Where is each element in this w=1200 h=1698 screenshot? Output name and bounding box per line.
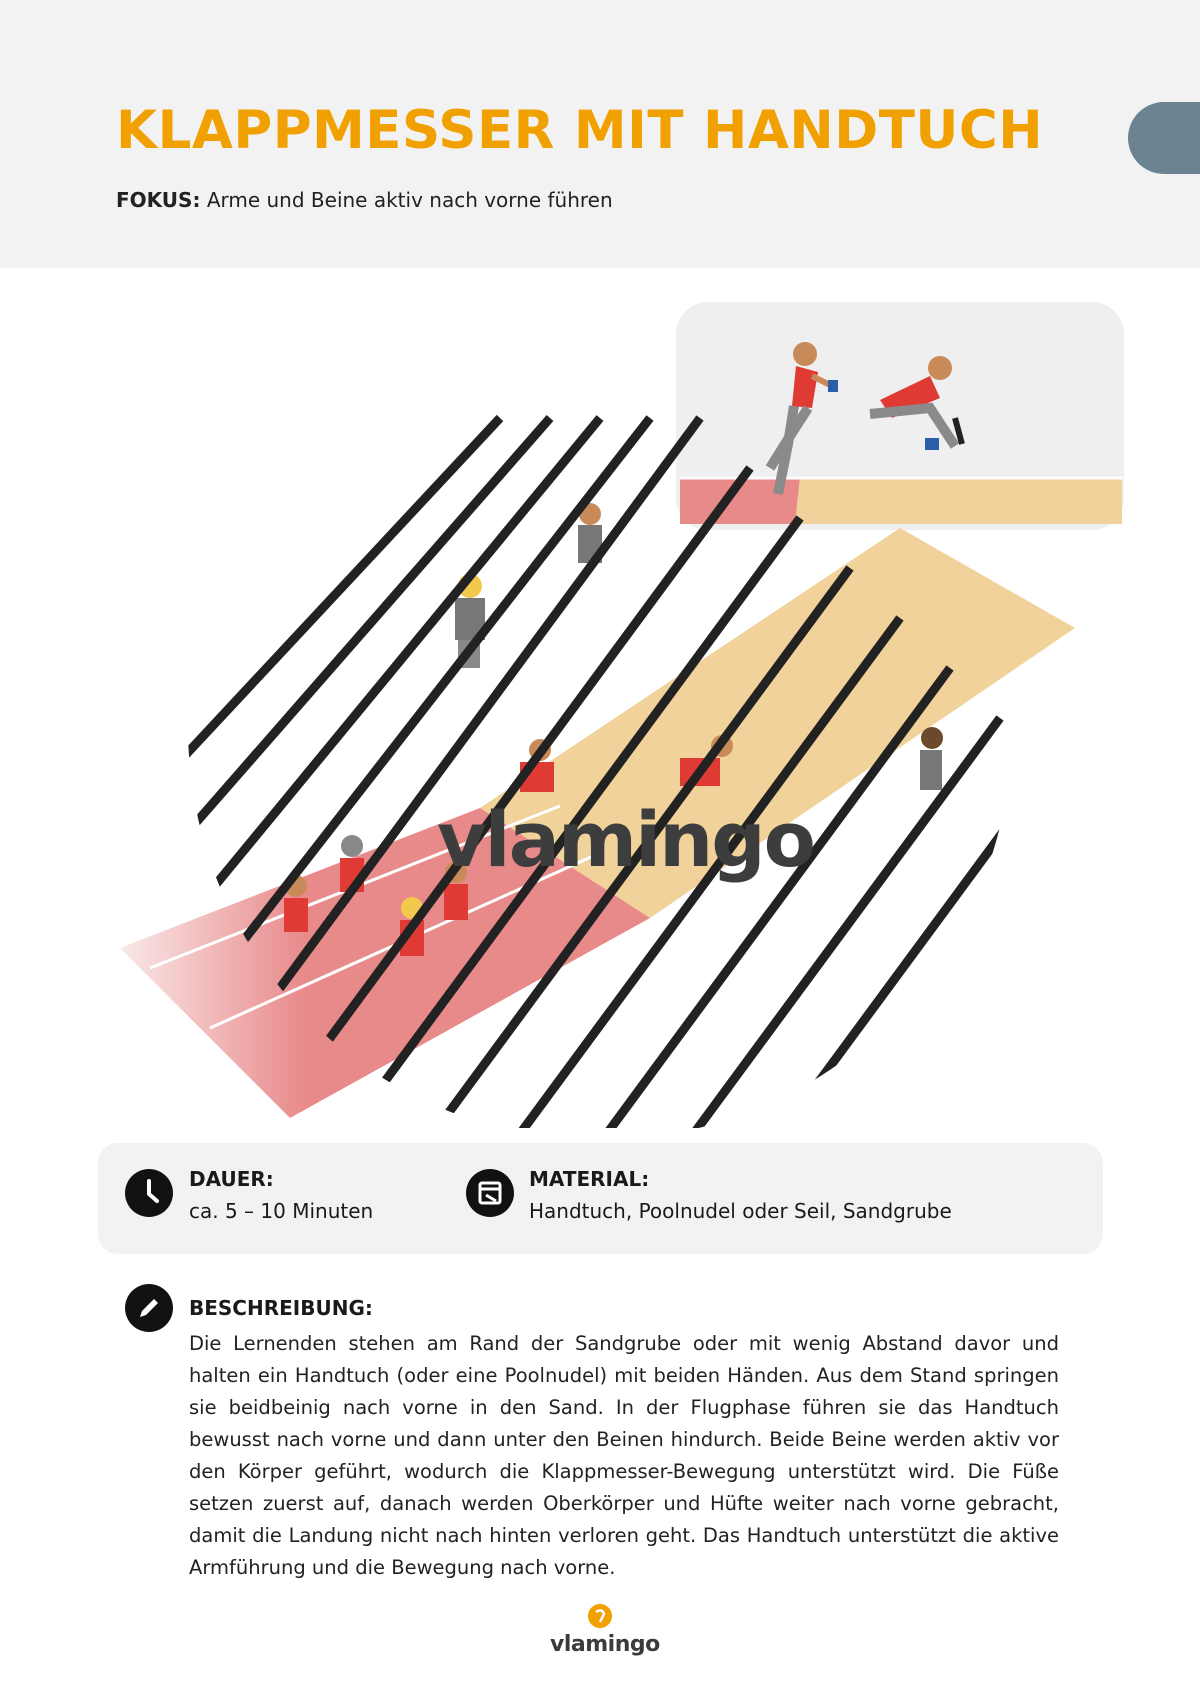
inset-panel (676, 302, 1124, 530)
header (0, 0, 1200, 268)
material-value: Handtuch, Poolnudel oder Seil, Sandgrube (529, 1199, 952, 1223)
info-box (98, 1143, 1103, 1254)
watermark-logo: vlamingo (437, 795, 814, 884)
focus-text: Arme und Beine aktiv nach vorne führen (206, 188, 613, 212)
side-tab[interactable] (1128, 102, 1200, 174)
focus-line (116, 188, 613, 212)
duration-label: DAUER: (189, 1167, 274, 1191)
pencil-icon (125, 1284, 173, 1332)
material-icon (466, 1169, 514, 1217)
description-text: Die Lernenden stehen am Rand der Sandgrube oder mit wenig Abstand davor und halten ein Handtuch (oder eine Poolnudel) mit beiden Händen. Aus dem Stand springen sie beidbeinig nach vorne in den Sand. In der Flugphase führen sie das Handtuch bewusst nach vorne und dann unter den Beinen hindurch. Beide Beine werden aktiv vor den Körper geführt, wodurch die Klappmesser-Bewegung unterstützt wird. Die Füße setzen zuerst auf, danach werden Oberkörper und Hüfte weiter nach vorne gebracht, damit die Landung nicht nach hinten verloren geht. Das Handtuch unterstützt die aktive Armführung und die Bewegung nach vorne. (189, 1332, 1059, 1579)
footer-logo (550, 1604, 660, 1664)
description-title: BESCHREIBUNG: (189, 1296, 373, 1320)
footer-logo-text: vlamingo (550, 1632, 660, 1657)
focus-label: FOKUS: (116, 188, 201, 212)
flamingo-icon (550, 1604, 650, 1632)
duration-value: ca. 5 – 10 Minuten (189, 1199, 374, 1223)
illustration-scene (0, 268, 1200, 1128)
clock-icon (125, 1169, 173, 1217)
material-label: MATERIAL: (529, 1167, 650, 1191)
illustration (0, 268, 1200, 1128)
page-title: KLAPPMESSER MIT HANDTUCH (116, 100, 1044, 161)
